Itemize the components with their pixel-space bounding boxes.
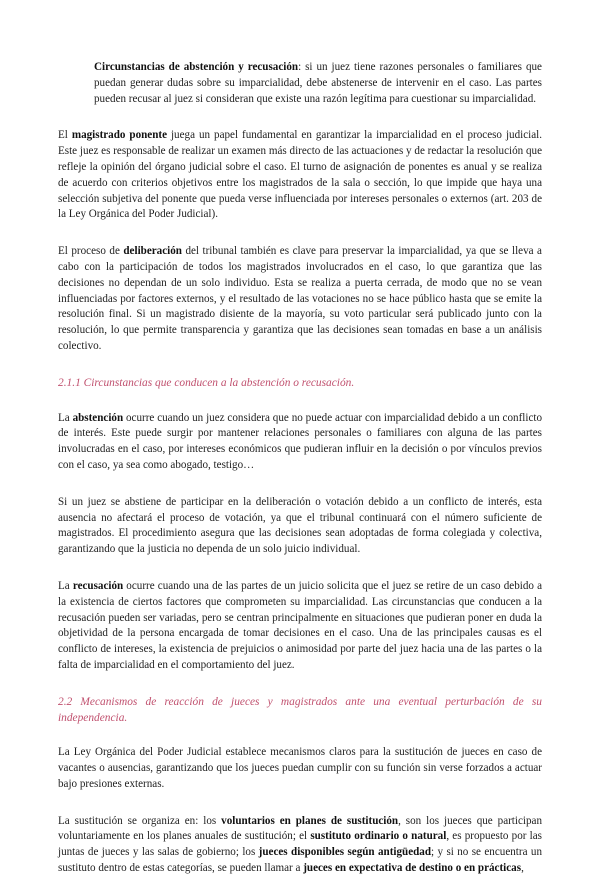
sustitucion-paragraph [58,814,542,877]
recusacion-pre: La [58,579,73,592]
abstencion-paragraph [58,411,542,474]
deliberacion-term: deliberación [123,245,182,258]
sustitucion-text-1: La sustitución se organiza en: los [58,814,222,827]
abstencion-text: ocurre cuando un juez considera que no puede actuar con imparcialidad debido a un conflicto de interés. Este puede surgir por mantener relaciones personales o familiares con alguna de las partes involucradas en el caso, por intereses económicos que pudieran influir en la decisión o por vínculos previos con el caso, ya sea como abogado, testigo… [58,411,542,471]
recusacion-term: recusación [72,579,124,592]
section-heading-2-1-1: 2.1.1 Circunstancias que conducen a la abstención o recusación. [58,376,355,389]
deliberacion-pre: El proceso de [58,245,124,258]
recusacion-text: ocurre cuando una de las partes de un juicio solicita que el juez se retire de un caso debido a la existencia de ciertos factores que comprometen su imparcialidad. Las circunstancias que conducen a la recusación pueden ser variadas, pero se centran principalmente en situaciones que pudieran poner en duda la objetividad de la persona encargada de tomar decisiones en el caso. Una de las principales causas es el conflicto de intereses, la existencia de prejuicios o animosidad por parte del juez hacia una de las partes o la falta de imparcialidad en el comportamiento del juez. [58,579,542,671]
intro-text: : si un juez tiene razones personales o familiares que puedan generar dudas sobre su imparcialidad, debe abstenerse de intervenir en el caso. Las partes pueden recusar al juez si consideran que existe una razón legítima para cuestionar su imparcialidad. [94,61,542,105]
sustitucion-text-3: , es propuesto por las juntas de jueces y las salas de gobierno; los [58,830,542,859]
section-heading-2-2: 2.2 Mecanismos de reacción de jueces y magistrados ante una eventual perturbación de su independencia. [58,695,542,724]
sustitucion-text-4: ; y si no se encuentra un sustituto dentro de estas categorías, se pueden llamar a [58,846,542,875]
ponente-text: juega un papel fundamental en garantizar la imparcialidad en el proceso judicial. Este juez es responsable de realizar un examen más directo de las actuaciones y de redactar la resolución que refleje la opinión del órgano judicial sobre el caso. El turno de asignación de ponentes es anual y se realiza de acuerdo con criterios objetivos entre los magistrados de la sala o sección, lo que impide que haya una selección subjetiva del ponente que pueda verse influenciada por intereses personales o externos (art. 203 de la Ley Orgánica del Poder Judicial). [58,129,542,221]
sustitucion-term-antiguedad: jueces disponibles según antigüedad [258,846,432,859]
abstencion-term: abstención [72,411,124,424]
lopj-paragraph: La Ley Orgánica del Poder Judicial establece mecanismos claros para la sustitución de jueces en caso de vacantes o ausencias, garantizando que los jueces puedan cumplir con su función sin verse forzados a actuar bajo presiones externas. [58,746,542,790]
ponente-paragraph [58,128,542,223]
sustitucion-text-2: , son los jueces que participan voluntariamente en los planes anuales de sustitución; el [58,814,542,843]
sustitucion-term-ordinario: sustituto ordinario o natural [310,830,447,843]
intro-term: Circunstancias de abstención y recusación [94,61,299,73]
sustitucion-text-5: , [521,862,524,875]
deliberacion-text: del tribunal también es clave para preservar la imparcialidad, ya que se lleva a cabo con la participación de todos los magistrados involucrados en el caso, lo que garantiza que las decisiones no dependan de un solo individuo. Esta se realiza a puerta cerrada, de modo que no se vean influenciadas por factores externos, y el resultado de las votaciones no se hace público hasta que se emite la resolución final. Si un magistrado disiente de la mayoría, su voto particular será publicado junto con la resolución, lo que permite transparencia y garantiza que las decisiones sean tomadas en base a un análisis colectivo. [58,245,542,352]
sustitucion-term-expectativa: jueces en expectativa de destino o en prácticas [303,862,522,875]
deliberacion-paragraph [58,244,542,355]
sustitucion-term-voluntarios: voluntarios en planes de sustitución [221,814,399,827]
ponente-pre: El [58,129,72,142]
intro-paragraph [94,60,542,107]
abstiene-paragraph: Si un juez se abstiene de participar en la deliberación o votación debido a un conflicto de interés, esta ausencia no afectará el proceso de votación, ya que el tribunal continuará con el número suficiente de magistrados. El procedimiento asegura que las decisiones sean adoptadas de forma colegiada y colectiva, garantizando que la justicia no dependa de un solo juicio individual. [58,495,542,556]
recusacion-paragraph [58,579,542,674]
ponente-term: magistrado ponente [71,129,168,142]
abstencion-pre: La [58,411,73,424]
